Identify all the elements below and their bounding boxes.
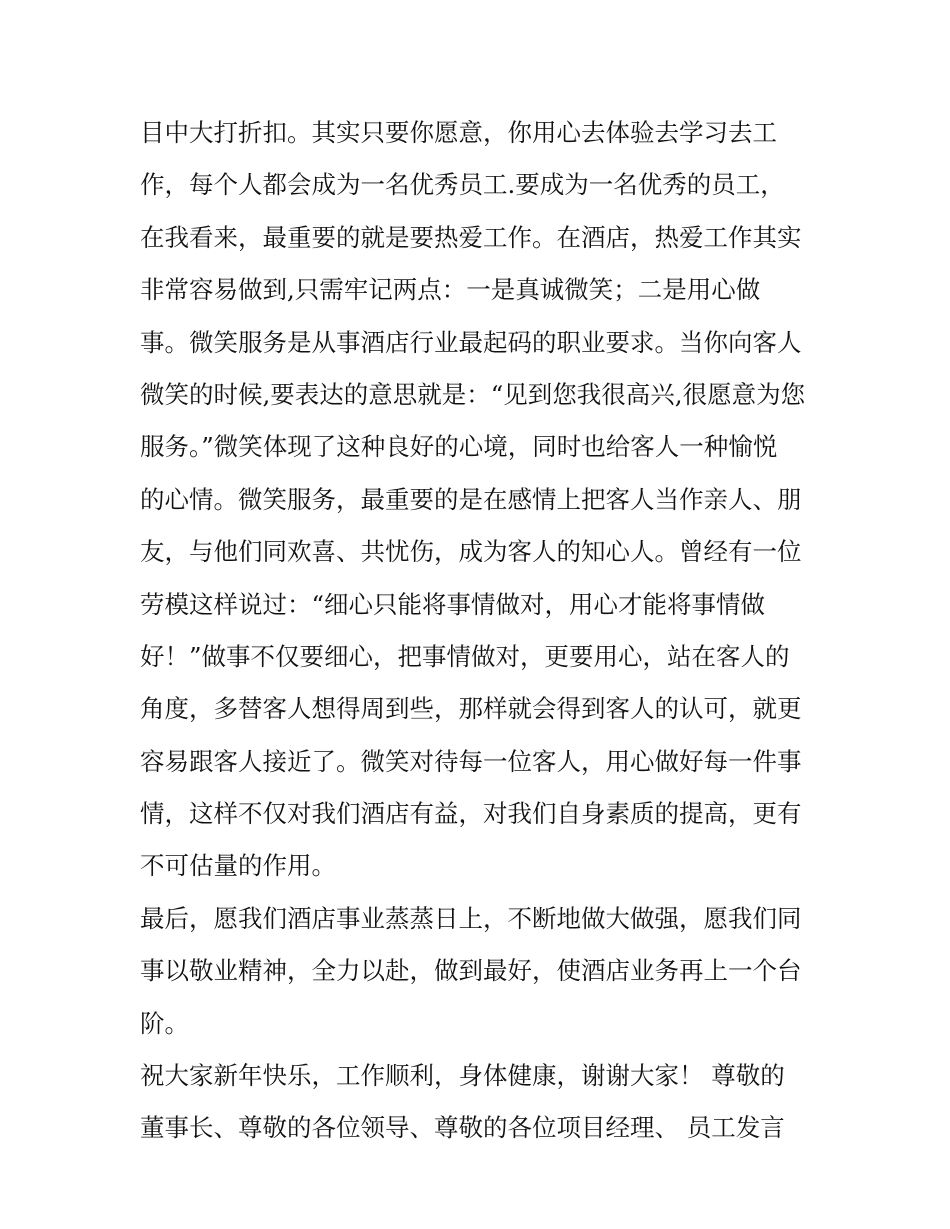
text-line: 阶。 xyxy=(140,1008,189,1038)
body-text xyxy=(140,107,820,1155)
text-line: 微笑的时候,要表达的意思就是：“见到您我很高兴,很愿意为您 xyxy=(140,379,806,409)
text-line: 非常容易做到,只需牢记两点：一是真诚微笑；二是用心做 xyxy=(140,275,761,305)
text-line: 作，每个人都会成为一名优秀员工.要成为一名优秀的员工， xyxy=(140,170,785,200)
text-line: 最后，愿我们酒店事业蒸蒸日上，不断地做大做强，愿我们同 xyxy=(140,903,802,933)
text-line: 友，与他们同欢喜、共忧伤，成为客人的知心人。曾经有一位 xyxy=(140,537,802,567)
text-line: 服务。”微笑体现了这种良好的心境，同时也给客人一种愉悦 xyxy=(140,432,778,462)
text-line: 好！”做事不仅要细心，把事情做对，更要用心，站在客人的 xyxy=(140,641,790,671)
text-line: 事。微笑服务是从事酒店行业最起码的职业要求。当你向客人 xyxy=(140,327,802,357)
text-line: 劳模这样说过：“细心只能将事情做对，用心才能将事情做 xyxy=(140,589,766,619)
text-line: 角度，多替客人想得周到些，那样就会得到客人的认可，就更 xyxy=(140,694,802,724)
text-line: 情，这样不仅对我们酒店有益，对我们自身素质的提高，更有 xyxy=(140,799,802,829)
text-line: 不可估量的作用。 xyxy=(140,851,336,881)
text-line: 在我看来，最重要的就是要热爱工作。在酒店，热爱工作其实 xyxy=(140,222,802,252)
text-line: 目中大打折扣。其实只要你愿意，你用心去体验去学习去工 xyxy=(140,118,777,147)
text-line: 祝大家新年快乐，工作顺利，身体健康，谢谢大家！ 尊敬的 xyxy=(140,1061,785,1091)
text-line: 董事长、尊敬的各位领导、尊敬的各位项目经理、 员工发言 xyxy=(140,1113,785,1143)
text-line: 事以敬业精神，全力以赴，做到最好，使酒店业务再上一个台 xyxy=(140,956,802,986)
text-line: 容易跟客人接近了。微笑对待每一位客人，用心做好每一件事 xyxy=(140,746,802,776)
text-line: 的心情。微笑服务，最重要的是在感情上把客人当作亲人、朋 xyxy=(140,484,802,514)
